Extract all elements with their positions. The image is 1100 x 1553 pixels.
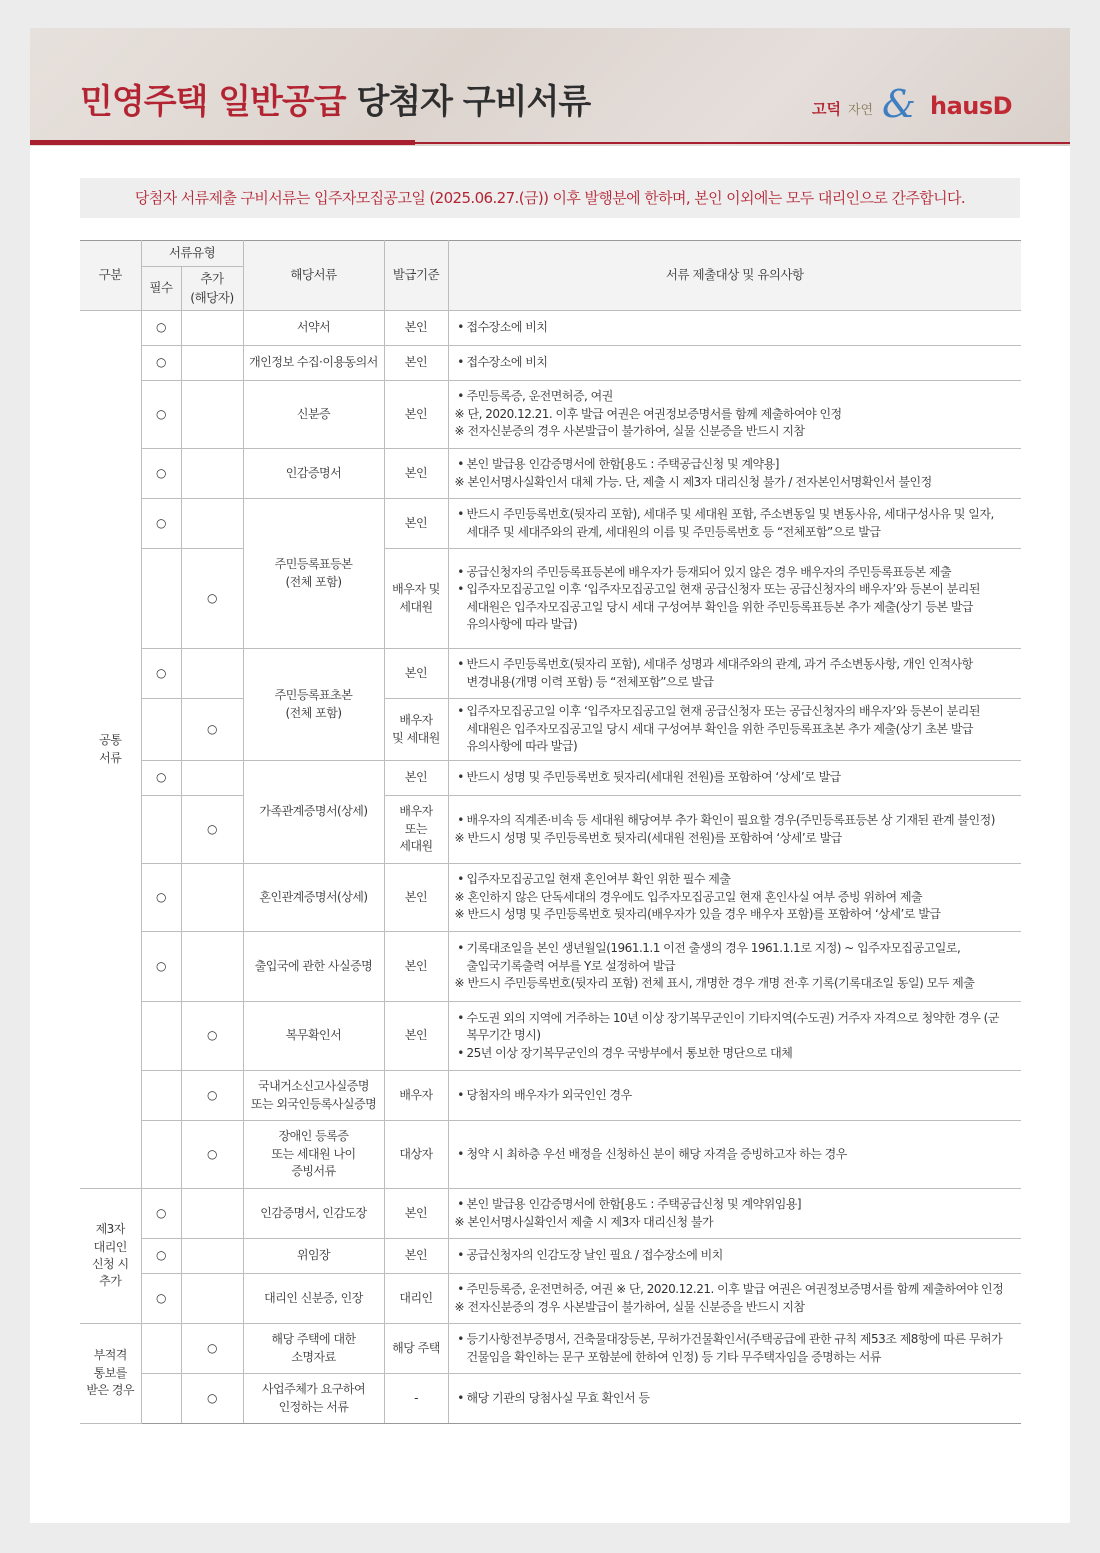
document-name-line: (전체 포함) bbox=[285, 574, 342, 589]
notes-cell bbox=[448, 449, 1021, 499]
additional-mark-cell bbox=[181, 311, 243, 346]
document-name-line: (전체 포함) bbox=[285, 705, 342, 720]
additional-mark-cell: ○ bbox=[181, 796, 243, 864]
note-bullet: • 본인 발급용 인감증명서에 한함[용도 : 주택공급신청 및 계약용] bbox=[455, 456, 1018, 473]
notes-cell bbox=[448, 1121, 1021, 1189]
table-row bbox=[80, 796, 1021, 864]
note-bullet: • 입주자모집공고일 이후 ‘입주자모집공고일 현재 공급신청자 또는 공급신청자의 배우자’와 등본이 분리된 세대원은 입주자모집공고일 당시 세대 구성여부 확인을 위한 주민등록표초본 추가 제출(상기 초본 발급 유의사항에 따라 발급) bbox=[455, 703, 1018, 755]
issuer-line: 본인 bbox=[404, 1248, 428, 1263]
issuer-cell bbox=[384, 346, 448, 381]
brand-logo bbox=[812, 82, 1022, 126]
required-mark-cell: ○ bbox=[141, 1189, 181, 1239]
note-remark: ※ 전자신분증의 경우 사본발급이 불가하여, 실물 신분증을 반드시 지참 bbox=[455, 1299, 1018, 1316]
note-remark: ※ 본인서명사실확인서 제출 시 제3자 대리신청 불가 bbox=[455, 1214, 1018, 1231]
additional-mark-cell bbox=[181, 499, 243, 549]
issuer-cell bbox=[384, 311, 448, 346]
required-mark-cell: ○ bbox=[141, 1239, 181, 1274]
issuer-cell bbox=[384, 649, 448, 699]
header-additional-label: 추가 bbox=[200, 271, 224, 287]
page-header bbox=[30, 28, 1070, 146]
required-mark-cell bbox=[141, 796, 181, 864]
required-mark-cell bbox=[141, 549, 181, 649]
notes-cell bbox=[448, 699, 1021, 761]
document-name-line: 소명자료 bbox=[291, 1349, 336, 1364]
required-mark-cell: ○ bbox=[141, 761, 181, 796]
additional-mark-cell bbox=[181, 381, 243, 449]
category-line: 통보를 bbox=[93, 1365, 127, 1380]
note-remark: ※ 반드시 성명 및 주민등록번호 뒷자리(배우자가 있을 경우 배우자 포함)를 포함하여 ‘상세’로 발급 bbox=[455, 906, 1018, 923]
document-name-cell bbox=[243, 1274, 384, 1324]
document-name-line: 또는 외국인등록사실증명 bbox=[250, 1096, 377, 1111]
required-mark-cell: ○ bbox=[141, 381, 181, 449]
document-name-line: 또는 세대원 나이 bbox=[271, 1146, 356, 1161]
note-bullet: • 본인 발급용 인감증명서에 한함[용도 : 주택공급신청 및 계약위임용] bbox=[455, 1196, 1018, 1213]
document-name-cell bbox=[243, 311, 384, 346]
issuer-cell bbox=[384, 1189, 448, 1239]
header-issuer: 발급기준 bbox=[384, 241, 448, 311]
document-name-line: 위임장 bbox=[296, 1248, 331, 1263]
logo-sub-text: 자연 bbox=[848, 103, 874, 118]
notes-cell bbox=[448, 381, 1021, 449]
document-name-cell bbox=[243, 1239, 384, 1274]
table-row bbox=[80, 499, 1021, 549]
issuer-line: 본인 bbox=[404, 889, 428, 904]
issuer-cell bbox=[384, 381, 448, 449]
note-bullet: • 25년 이상 장기복무군인의 경우 국방부에서 통보한 명단으로 대체 bbox=[455, 1045, 1018, 1062]
page-title-rest: 당첨자 구비서류 bbox=[356, 82, 591, 122]
additional-mark-cell: ○ bbox=[181, 699, 243, 761]
required-mark-cell bbox=[141, 1324, 181, 1374]
table-row bbox=[80, 699, 1021, 761]
issuer-line: 배우자 bbox=[399, 804, 433, 819]
issuer-line: 해당 주택 bbox=[392, 1340, 440, 1355]
table-body bbox=[80, 311, 1021, 1424]
note-bullet: • 반드시 주민등록번호(뒷자리 포함), 세대주 성명과 세대주와의 관계, 과거 주소변동사항, 개인 인적사항 변경내용(개명 이력 포함) 등 “전체포함”으로 발급 bbox=[455, 656, 1018, 691]
note-bullet: • 등기사항전부증명서, 건축물대장등본, 무허가건물확인서(주택공급에 관한 규칙 제53조 제8항에 따른 무허가 건물임을 확인하는 문구 포함분에 한하여 인정) 등 기타 무주택자임을 증명하는 서류 bbox=[455, 1331, 1018, 1366]
notes-cell bbox=[448, 311, 1021, 346]
document-name-line: 가족관계증명서(상세) bbox=[259, 804, 368, 819]
additional-mark-cell bbox=[181, 761, 243, 796]
issuer-cell bbox=[384, 699, 448, 761]
table-row bbox=[80, 932, 1021, 1002]
additional-mark-cell bbox=[181, 864, 243, 932]
issuer-cell bbox=[384, 932, 448, 1002]
document-name-line: 신분증 bbox=[296, 406, 331, 421]
document-name-cell bbox=[243, 761, 384, 864]
issuer-line: 세대원 bbox=[399, 839, 433, 854]
additional-mark-cell: ○ bbox=[181, 1002, 243, 1071]
issuer-cell bbox=[384, 1239, 448, 1274]
required-mark-cell bbox=[141, 1374, 181, 1424]
category-line: 서류 bbox=[99, 750, 122, 765]
required-mark-cell bbox=[141, 699, 181, 761]
note-bullet: • 반드시 성명 및 주민등록번호 뒷자리(세대원 전원)를 포함하여 ‘상세’로 발급 bbox=[455, 769, 1018, 786]
header-document: 해당서류 bbox=[243, 241, 384, 311]
page-title bbox=[80, 74, 590, 123]
issuer-line: 배우자 bbox=[399, 713, 433, 728]
note-remark: ※ 혼인하지 않은 단독세대의 경우에도 입주자모집공고일 현재 혼인사실 여부 증빙 위하여 제출 bbox=[455, 889, 1018, 906]
document-name-line: 사업주체가 요구하여 bbox=[261, 1382, 366, 1397]
notes-cell bbox=[448, 1071, 1021, 1121]
additional-mark-cell bbox=[181, 1189, 243, 1239]
header-required: 필수 bbox=[141, 267, 181, 311]
document-name-cell bbox=[243, 449, 384, 499]
required-mark-cell: ○ bbox=[141, 346, 181, 381]
note-bullet: • 공급신청자의 인감도장 날인 필요 / 접수장소에 비치 bbox=[455, 1247, 1018, 1264]
note-bullet: • 당첨자의 배우자가 외국인인 경우 bbox=[455, 1087, 1018, 1104]
notes-cell bbox=[448, 1374, 1021, 1424]
additional-mark-cell bbox=[181, 1274, 243, 1324]
note-remark: ※ 전자신분증의 경우 사본발급이 불가하여, 실물 신분증을 반드시 지참 bbox=[455, 423, 1018, 440]
issuer-cell bbox=[384, 499, 448, 549]
header-notes: 서류 제출대상 및 유의사항 bbox=[448, 241, 1021, 311]
notes-cell bbox=[448, 796, 1021, 864]
table-row bbox=[80, 1002, 1021, 1071]
document-name-cell bbox=[243, 932, 384, 1002]
note-bullet: • 입주자모집공고일 현재 혼인여부 확인 위한 필수 제출 bbox=[455, 871, 1018, 888]
category-line: 부적격 bbox=[93, 1348, 127, 1363]
note-remark: ※ 반드시 주민등록번호(뒷자리 포함) 전체 표시, 개명한 경우 개명 전·후 기록(기록대조일 동일) 모두 제출 bbox=[455, 975, 1018, 992]
issuer-line: 본인 bbox=[404, 1028, 428, 1043]
note-remark: ※ 본인서명사실확인서 대체 가능. 단, 제출 시 제3자 대리신청 불가 / 전자본인서명확인서 불인정 bbox=[455, 474, 1018, 491]
additional-mark-cell bbox=[181, 346, 243, 381]
table-row bbox=[80, 1121, 1021, 1189]
category-line: 추가 bbox=[99, 1274, 122, 1289]
issuer-line: 본인 bbox=[404, 958, 428, 973]
document-name-line: 개인정보 수집·이용동의서 bbox=[249, 355, 378, 370]
issuer-line: 대리인 bbox=[399, 1290, 433, 1305]
issuer-cell bbox=[384, 449, 448, 499]
table-row bbox=[80, 1071, 1021, 1121]
issuer-line: 본인 bbox=[404, 665, 428, 680]
document-name-line: 주민등록표등본 bbox=[274, 557, 353, 572]
issuer-line: 본인 bbox=[404, 320, 428, 335]
additional-mark-cell: ○ bbox=[181, 1121, 243, 1189]
category-line: 대리인 bbox=[93, 1239, 127, 1254]
required-mark-cell: ○ bbox=[141, 1274, 181, 1324]
note-bullet: • 입주자모집공고일 이후 ‘입주자모집공고일 현재 공급신청자 또는 공급신청자의 배우자’와 등본이 분리된 세대원은 입주자모집공고일 당시 세대 구성여부 확인을 위한 주민등록표등본 추가 제출(상기 등본 발급 유의사항에 따라 발급) bbox=[455, 581, 1018, 633]
document-page bbox=[30, 28, 1070, 1523]
issuer-line: 본인 bbox=[404, 515, 428, 530]
notes-cell bbox=[448, 1239, 1021, 1274]
additional-mark-cell bbox=[181, 1239, 243, 1274]
note-bullet: • 청약 시 최하층 우선 배정을 신청하신 분이 해당 자격을 증빙하고자 하는 경우 bbox=[455, 1146, 1018, 1163]
additional-mark-cell: ○ bbox=[181, 1071, 243, 1121]
header-rule bbox=[415, 142, 1070, 144]
issuer-line: 대상자 bbox=[399, 1146, 433, 1161]
table-row bbox=[80, 549, 1021, 649]
issuer-line: 본인 bbox=[404, 355, 428, 370]
logo-name: hausD bbox=[930, 92, 1013, 120]
notes-cell bbox=[448, 1189, 1021, 1239]
table-row bbox=[80, 381, 1021, 449]
category-cell bbox=[80, 1189, 141, 1324]
note-bullet: • 배우자의 직계존·비속 등 세대원 해당여부 추가 확인이 필요할 경우(주민등록표등본 상 기재된 관계 불인정) bbox=[455, 812, 1018, 829]
table-row bbox=[80, 649, 1021, 699]
notes-cell bbox=[448, 932, 1021, 1002]
notice-banner: 당첨자 서류제출 구비서류는 입주자모집공고일 (2025.06.27.(금)) 이후 발행분에 한하며, 본인 이외에는 모두 대리인으로 간주합니다. bbox=[80, 178, 1020, 218]
required-documents-table bbox=[80, 240, 1021, 1424]
document-name-cell bbox=[243, 1071, 384, 1121]
note-bullet: • 주민등록증, 운전면허증, 여권 ※ 단, 2020.12.21. 이후 발급 여권은 여권정보증명서를 함께 제출하여야 인정 bbox=[455, 1281, 1018, 1298]
category-cell bbox=[80, 311, 141, 1189]
document-name-cell bbox=[243, 381, 384, 449]
document-name-cell bbox=[243, 1324, 384, 1374]
additional-mark-cell bbox=[181, 932, 243, 1002]
header-category: 구분 bbox=[80, 241, 141, 311]
required-mark-cell bbox=[141, 1002, 181, 1071]
required-mark-cell: ○ bbox=[141, 649, 181, 699]
issuer-line: 또는 bbox=[404, 821, 428, 836]
issuer-cell bbox=[384, 1374, 448, 1424]
notes-cell bbox=[448, 1324, 1021, 1374]
issuer-line: 배우자 및 bbox=[392, 582, 440, 597]
document-name-line: 인감증명서 bbox=[285, 465, 342, 480]
document-name-cell bbox=[243, 346, 384, 381]
note-remark: ※ 단, 2020.12.21. 이후 발급 여권은 여권정보증명서를 함께 제출하여야 인정 bbox=[455, 406, 1018, 423]
notes-cell bbox=[448, 649, 1021, 699]
note-remark: ※ 반드시 성명 및 주민등록번호 뒷자리(세대원 전원)를 포함하여 ‘상세’로 발급 bbox=[455, 830, 1018, 847]
note-bullet: • 주민등록증, 운전면허증, 여권 bbox=[455, 388, 1018, 405]
document-name-cell bbox=[243, 1189, 384, 1239]
required-mark-cell: ○ bbox=[141, 499, 181, 549]
issuer-cell bbox=[384, 1274, 448, 1324]
issuer-line: 본인 bbox=[404, 406, 428, 421]
table-row bbox=[80, 864, 1021, 932]
additional-mark-cell bbox=[181, 449, 243, 499]
issuer-line: 및 세대원 bbox=[392, 730, 440, 745]
table-row bbox=[80, 311, 1021, 346]
category-line: 받은 경우 bbox=[86, 1383, 135, 1398]
category-line: 공통 bbox=[99, 733, 122, 748]
note-bullet: • 기록대조일을 본인 생년월일(1961.1.1 이전 출생의 경우 1961.1.1로 지정) ~ 입주자모집공고일로, 출입국기록출력 여부를 Y로 설정하여 발급 bbox=[455, 940, 1018, 975]
document-name-line: 인정하는 서류 bbox=[278, 1399, 349, 1414]
note-bullet: • 공급신청자의 주민등록표등본에 배우자가 등재되어 있지 않은 경우 배우자의 주민등록표등본 제출 bbox=[455, 564, 1018, 581]
document-name-line: 서약서 bbox=[296, 320, 331, 335]
document-name-cell bbox=[243, 864, 384, 932]
document-name-line: 출입국에 관한 사실증명 bbox=[254, 958, 373, 973]
additional-mark-cell: ○ bbox=[181, 549, 243, 649]
table-row bbox=[80, 761, 1021, 796]
table-row bbox=[80, 449, 1021, 499]
issuer-line: 본인 bbox=[404, 770, 428, 785]
logo-brand-text: 고덕 bbox=[812, 100, 841, 118]
required-mark-cell bbox=[141, 1121, 181, 1189]
header-additional bbox=[181, 267, 243, 311]
issuer-cell bbox=[384, 1071, 448, 1121]
document-name-line: 증빙서류 bbox=[291, 1164, 336, 1179]
required-mark-cell: ○ bbox=[141, 864, 181, 932]
category-line: 제3자 bbox=[95, 1222, 125, 1237]
issuer-line: 세대원 bbox=[399, 599, 433, 614]
issuer-cell bbox=[384, 761, 448, 796]
additional-mark-cell bbox=[181, 649, 243, 699]
issuer-cell bbox=[384, 864, 448, 932]
document-name-cell bbox=[243, 1121, 384, 1189]
document-name-cell bbox=[243, 1002, 384, 1071]
table-row bbox=[80, 1374, 1021, 1424]
issuer-line: 본인 bbox=[404, 465, 428, 480]
notes-cell bbox=[448, 346, 1021, 381]
note-bullet: • 해당 기관의 당첨사실 무효 확인서 등 bbox=[455, 1390, 1018, 1407]
document-name-line: 혼인관계증명서(상세) bbox=[259, 889, 368, 904]
category-cell bbox=[80, 1324, 141, 1424]
notes-cell bbox=[448, 761, 1021, 796]
document-name-line: 해당 주택에 대한 bbox=[271, 1332, 356, 1347]
document-name-line: 복무확인서 bbox=[285, 1028, 342, 1043]
document-name-line: 국내거소신고사실증명 bbox=[258, 1079, 369, 1094]
document-name-cell bbox=[243, 1374, 384, 1424]
table-row bbox=[80, 1189, 1021, 1239]
notes-cell bbox=[448, 1002, 1021, 1071]
header-rule-accent bbox=[30, 140, 415, 145]
header-doc-type: 서류유형 bbox=[141, 241, 243, 267]
issuer-cell bbox=[384, 1121, 448, 1189]
document-name-line: 인감증명서, 인감도장 bbox=[260, 1205, 367, 1220]
document-name-line: 주민등록표초본 bbox=[274, 688, 353, 703]
required-mark-cell bbox=[141, 1071, 181, 1121]
required-mark-cell: ○ bbox=[141, 932, 181, 1002]
table-row bbox=[80, 346, 1021, 381]
page-title-accent: 민영주택 일반공급 bbox=[80, 82, 346, 122]
issuer-cell bbox=[384, 1324, 448, 1374]
required-mark-cell: ○ bbox=[141, 311, 181, 346]
issuer-line: 배우자 bbox=[399, 1087, 433, 1102]
issuer-cell bbox=[384, 549, 448, 649]
document-name-line: 장애인 등록증 bbox=[278, 1129, 349, 1144]
notes-cell bbox=[448, 499, 1021, 549]
notes-cell bbox=[448, 549, 1021, 649]
required-mark-cell: ○ bbox=[141, 449, 181, 499]
table-row bbox=[80, 1239, 1021, 1274]
note-bullet: • 접수장소에 비치 bbox=[455, 354, 1018, 371]
issuer-cell bbox=[384, 796, 448, 864]
table-row bbox=[80, 1324, 1021, 1374]
document-name-cell bbox=[243, 499, 384, 649]
document-name-cell bbox=[243, 649, 384, 761]
logo-ampersand: & bbox=[882, 82, 916, 126]
note-bullet: • 반드시 주민등록번호(뒷자리 포함), 세대주 및 세대원 포함, 주소변동일 및 변동사유, 세대구성사유 및 일자, 세대주 및 세대주와의 관계, 세대원의 이름 및 주민등록번호 등 “전체포함”으로 발급 bbox=[455, 506, 1018, 541]
note-bullet: • 수도권 외의 지역에 거주하는 10년 이상 장기복무군인이 기타지역(수도권) 거주자 자격으로 청약한 경우 (군 복무기간 명시) bbox=[455, 1010, 1018, 1045]
notes-cell bbox=[448, 1274, 1021, 1324]
category-line: 신청 시 bbox=[91, 1257, 129, 1271]
header-additional-sub: (해당자) bbox=[190, 289, 234, 305]
table-row bbox=[80, 1274, 1021, 1324]
issuer-cell bbox=[384, 1002, 448, 1071]
document-name-line: 대리인 신분증, 인장 bbox=[264, 1290, 363, 1305]
notes-cell bbox=[448, 864, 1021, 932]
additional-mark-cell: ○ bbox=[181, 1374, 243, 1424]
note-bullet: • 접수장소에 비치 bbox=[455, 319, 1018, 336]
issuer-line: 본인 bbox=[404, 1205, 428, 1220]
issuer-line: - bbox=[414, 1390, 418, 1405]
additional-mark-cell: ○ bbox=[181, 1324, 243, 1374]
